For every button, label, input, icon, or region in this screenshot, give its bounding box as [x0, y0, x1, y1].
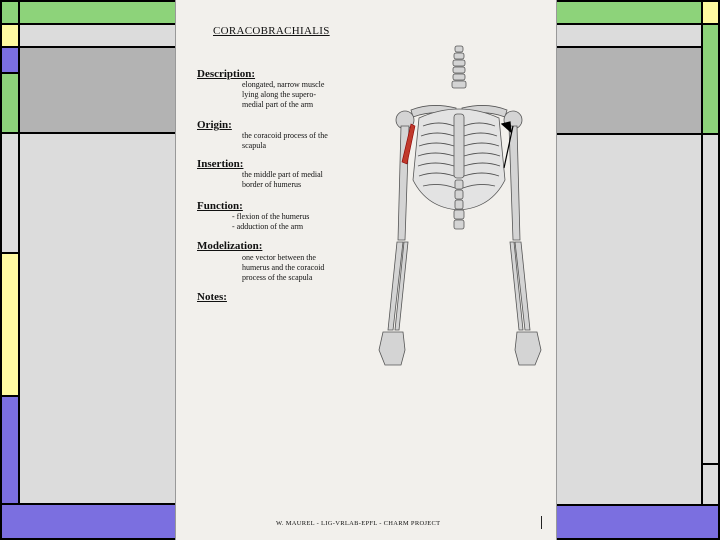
heading-insertion: Insertion:: [197, 158, 244, 170]
bg-tile-mid-left: [18, 46, 178, 134]
bg-tile-violet-bottom-left: [0, 503, 178, 540]
bg-tile-yellow-left: [0, 23, 20, 48]
bg-tile-green-top-left: [0, 0, 20, 25]
bg-tile-green-left: [0, 72, 20, 134]
skeleton-illustration: [371, 40, 556, 380]
bg-tile-violet-left-low: [0, 395, 20, 505]
bg-tile-light-right-bottom: [701, 463, 720, 506]
bg-tile-mid-right: [553, 46, 703, 135]
description-text: elongated, narrow muscle lying along the supero- medial part of the arm: [242, 80, 325, 109]
heading-function: Function:: [197, 200, 243, 212]
bg-tile-yellow-left-low: [0, 252, 20, 397]
modelization-text: one vector between the humerus and the coracoid process of the scapula: [242, 253, 325, 282]
heading-notes: Notes:: [197, 291, 227, 303]
bg-tile-light-right-low: [701, 133, 720, 465]
footer-credit: W. MAUREL - LIG-VRLAB-EPFL - CHARM PROJECT: [276, 520, 441, 527]
page-title: CORACOBRACHIALIS: [213, 25, 330, 37]
heading-description: Description:: [197, 68, 256, 80]
origin-text: the coracoid process of the scapula: [242, 131, 328, 150]
insertion-text: the middle part of medial border of humerus: [242, 170, 323, 189]
bg-tile-light-right-bar: [553, 23, 703, 48]
footer-mark: [541, 516, 542, 529]
bg-tile-green-right: [701, 23, 720, 135]
bg-tile-light-left-low: [0, 132, 20, 254]
heading-origin: Origin:: [197, 119, 232, 131]
document-page: [175, 0, 557, 540]
bg-tile-violet-bottom-right: [553, 504, 720, 540]
heading-modelization: Modelization:: [197, 240, 263, 252]
function-text: - flexion of the humerus - adduction of the arm: [232, 212, 310, 231]
bg-tile-light-left-bar: [18, 23, 178, 48]
bg-tile-light-left-center: [18, 132, 178, 506]
bg-tile-violet-left: [0, 46, 20, 74]
bg-tile-yellow-top-right: [701, 0, 720, 25]
bg-tile-green-top-left-2: [18, 0, 178, 25]
bg-tile-light-right-center: [553, 133, 703, 506]
bg-tile-green-top-right: [553, 0, 703, 25]
